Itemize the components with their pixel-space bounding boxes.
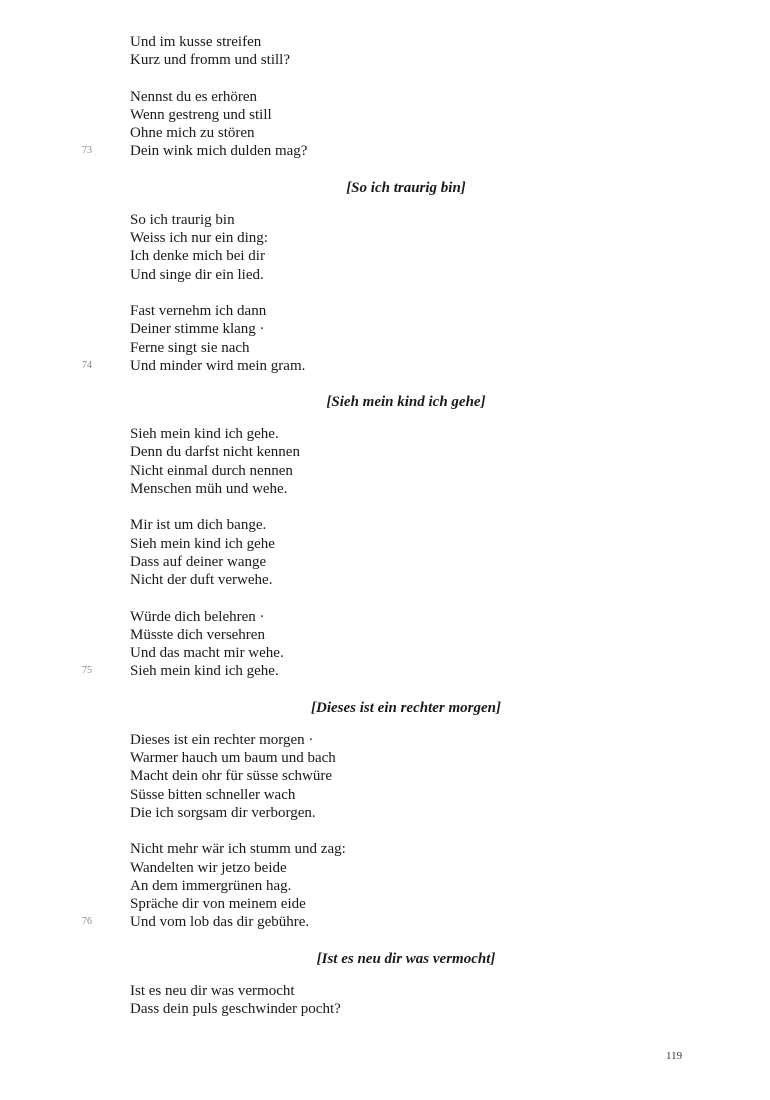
verse-line: Nicht mehr wär ich stumm und zag:	[130, 841, 346, 858]
poem	[0, 950, 770, 1019]
stanza	[0, 516, 770, 589]
poem-title: [Ist es neu dir was vermocht]	[316, 950, 496, 967]
verse-line: Die ich sorgsam dir verborgen.	[130, 804, 316, 821]
poem-title: [Dieses ist ein rechter morgen]	[311, 699, 501, 716]
poem-title: [Sieh mein kind ich gehe]	[326, 394, 486, 411]
poem	[0, 393, 770, 681]
stanza	[0, 211, 770, 284]
verse-line: An dem immergrünen hag.	[130, 877, 292, 894]
verse-line: Mir ist um dich bange.	[130, 517, 267, 534]
verse-line: Ich denke mich bei dir	[130, 248, 265, 265]
verse-line: Und das macht mir wehe.	[130, 645, 284, 662]
verse-line: Würde dich belehren ·	[130, 608, 265, 625]
verse-line: Dein wink mich dulden mag?	[130, 143, 308, 160]
verse-line: Sieh mein kind ich gehe	[130, 535, 275, 552]
stanza	[0, 731, 770, 822]
verse-line: Nennst du es erhören	[130, 88, 258, 105]
stanza	[0, 425, 770, 498]
verse-line: Müsste dich versehren	[130, 626, 265, 643]
verse-line: Wenn gestreng und still	[130, 106, 272, 123]
verse-line: Fast vernehm ich dann	[130, 302, 267, 319]
stanza	[0, 608, 770, 681]
stanza-gap	[0, 498, 770, 516]
verse-line: Ferne singt sie nach	[130, 339, 250, 356]
verse-line: Nicht einmal durch nennen	[130, 462, 293, 479]
verse-line: Dass dein puls geschwinder pocht?	[130, 1000, 341, 1017]
stanza	[0, 88, 770, 161]
verse-line: Spräche dir von meinem eide	[130, 896, 306, 913]
verse-line: Dass auf deiner wange	[130, 553, 267, 570]
margin-line-number: 76	[82, 916, 92, 928]
verse-line: Sieh mein kind ich gehe.	[130, 663, 279, 680]
stanza	[0, 33, 770, 70]
stanza	[0, 840, 770, 931]
stanza	[0, 302, 770, 375]
poem	[0, 699, 770, 932]
verse-line: Macht dein ohr für süsse schwüre	[130, 768, 333, 785]
verse-line: Wandelten wir jetzo beide	[130, 859, 287, 876]
margin-line-number: 75	[82, 665, 92, 677]
verse-line: Dieses ist ein rechter morgen ·	[130, 731, 314, 748]
stanza-gap	[0, 822, 770, 840]
verse-line: Warmer hauch um baum und bach	[130, 750, 336, 767]
verse-line: Menschen müh und wehe.	[130, 481, 288, 498]
verse-line: Und singe dir ein lied.	[130, 266, 264, 283]
verse-line: Und vom lob das dir gebühre.	[130, 914, 310, 931]
poem	[0, 179, 770, 375]
verse-line: Sieh mein kind ich gehe.	[130, 426, 279, 443]
stanza	[0, 982, 770, 1019]
verse-line: Kurz und fromm und still?	[130, 52, 290, 69]
verse-line: Nicht der duft verwehe.	[130, 572, 273, 589]
verse-line: Weiss ich nur ein ding:	[130, 230, 268, 247]
stanza-gap	[0, 284, 770, 302]
poem	[0, 33, 770, 161]
margin-line-number: 73	[82, 145, 92, 157]
verse-line: So ich traurig bin	[130, 211, 235, 228]
verse-line: Und minder wird mein gram.	[130, 357, 306, 374]
stanza-gap	[0, 70, 770, 88]
poem-title: [So ich traurig bin]	[346, 179, 466, 196]
poem-flow	[0, 33, 770, 1018]
verse-line: Deiner stimme klang ·	[130, 321, 265, 338]
verse-line: Denn du darfst nicht kennen	[130, 444, 300, 461]
verse-line: Süsse bitten schneller wach	[130, 786, 296, 803]
stanza-gap	[0, 590, 770, 608]
margin-line-number: 74	[82, 359, 92, 371]
verse-line: Ist es neu dir was vermocht	[130, 982, 295, 999]
page-number: 119	[666, 1050, 683, 1062]
verse-line: Ohne mich zu stören	[130, 125, 255, 142]
verse-line: Und im kusse streifen	[130, 34, 262, 50]
